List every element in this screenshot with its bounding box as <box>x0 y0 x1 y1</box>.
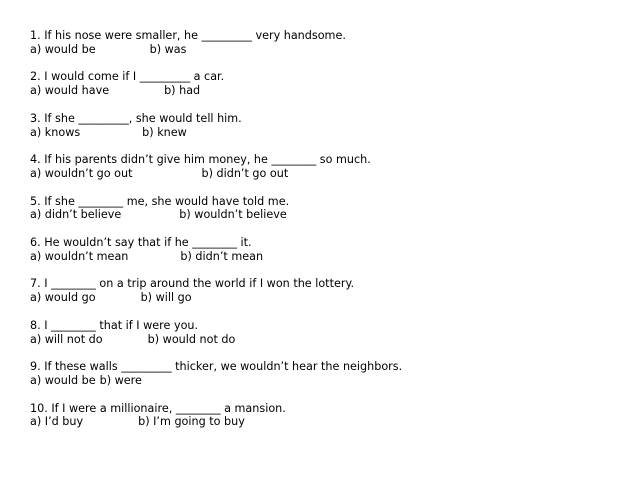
question-6-options <box>30 250 630 264</box>
question-8-prompt: 8. I ________ that if I were you. <box>30 318 199 332</box>
worksheet <box>30 29 630 443</box>
question-2-option-b: b) had <box>164 84 201 98</box>
question-1-option-a: a) would be <box>30 42 96 56</box>
question-6 <box>30 236 630 263</box>
question-10-options <box>30 415 630 429</box>
question-10 <box>30 402 630 429</box>
question-3-option-b: b) knew <box>142 125 187 139</box>
question-2-option-a: a) would have <box>30 84 110 98</box>
question-7-option-b: b) will go <box>140 291 192 305</box>
question-5-prompt: 5. If she ________ me, she would have told me. <box>30 194 290 208</box>
question-1 <box>30 29 630 56</box>
question-7-option-a: a) would go <box>30 291 96 305</box>
question-3-option-a: a) knows <box>30 125 81 139</box>
question-3-options <box>30 126 630 140</box>
question-4-option-b: b) didn’t go out <box>201 166 289 180</box>
question-9-prompt: 9. If these walls _________ thicker, we wouldn’t hear the neighbors. <box>30 360 403 374</box>
question-9-options <box>30 374 630 388</box>
question-1-prompt: 1. If his nose were smaller, he _________ very handsome. <box>30 29 346 42</box>
question-10-option-b: b) I’m going to buy <box>138 415 245 429</box>
question-2-prompt: 2. I would come if I _________ a car. <box>30 70 225 84</box>
question-5-options <box>30 208 630 222</box>
question-4-option-a: a) wouldn’t go out <box>30 166 133 180</box>
question-3-prompt: 3. If she _________, she would tell him. <box>30 111 242 125</box>
question-6-prompt: 6. He wouldn’t say that if he ________ it. <box>30 236 252 250</box>
question-5 <box>30 195 630 222</box>
question-6-option-a: a) wouldn’t mean <box>30 249 129 263</box>
question-8-option-a: a) will not do <box>30 332 103 346</box>
question-9 <box>30 360 630 387</box>
question-4-options <box>30 167 630 181</box>
question-9-option-b: b) were <box>99 373 142 387</box>
question-4 <box>30 153 630 180</box>
question-1-options <box>30 43 630 57</box>
question-8-options <box>30 333 630 347</box>
question-2-options <box>30 84 630 98</box>
question-9-option-a: a) would be <box>30 373 96 387</box>
question-5-option-a: a) didn’t believe <box>30 208 122 222</box>
question-4-prompt: 4. If his parents didn’t give him money, he ________ so much. <box>30 153 371 167</box>
question-8-option-b: b) would not do <box>147 332 236 346</box>
question-6-option-b: b) didn’t mean <box>180 249 264 263</box>
question-10-prompt: 10. If I were a millionaire, ________ a mansion. <box>30 401 286 415</box>
question-7 <box>30 277 630 304</box>
question-7-prompt: 7. I ________ on a trip around the world if I won the lottery. <box>30 277 355 291</box>
question-3 <box>30 112 630 139</box>
question-8 <box>30 319 630 346</box>
question-7-options <box>30 291 630 305</box>
question-2 <box>30 70 630 97</box>
question-5-option-b: b) wouldn’t believe <box>179 208 287 222</box>
question-1-option-b: b) was <box>149 42 187 56</box>
question-10-option-a: a) I’d buy <box>30 415 84 429</box>
